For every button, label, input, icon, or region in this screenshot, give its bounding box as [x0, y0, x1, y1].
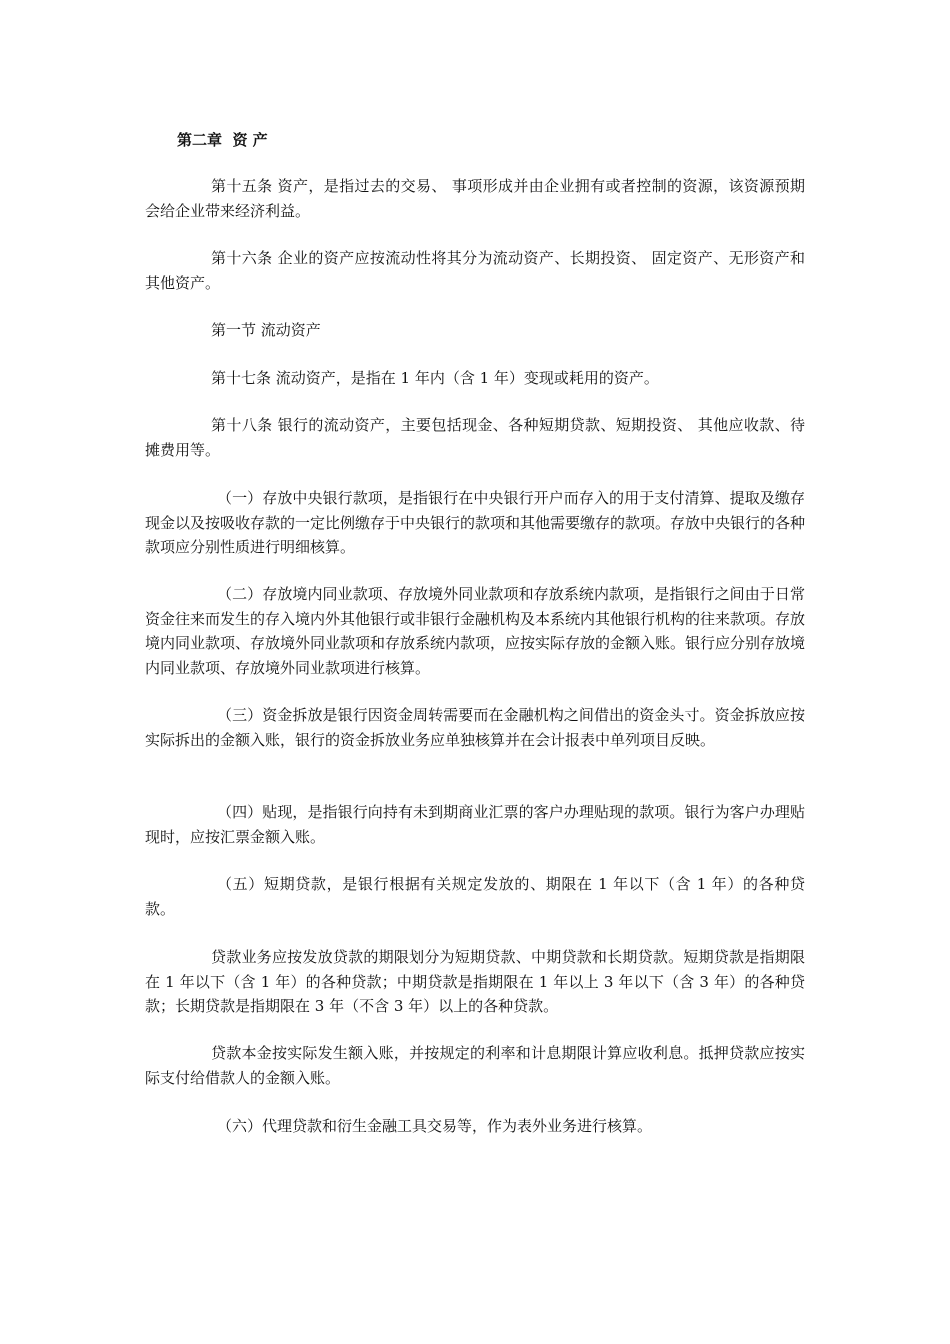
item-6: （六）代理贷款和衍生金融工具交易等，作为表外业务进行核算。: [217, 1117, 653, 1135]
article-15: 第十五条 资产，是指过去的交易、 事项形成并由企业拥有或者控制的资源，该资源预期会给企业带来经济利益。: [145, 177, 805, 220]
loan-classification-paragraph: 贷款业务应按发放贷款的期限划分为短期贷款、中期贷款和长期贷款。短期贷款是指期限在 1 年以下（含 1 年）的各种贷款；中期贷款是指期限在 1 年以上 3 年以下（含 3 年）的各种贷款；长期贷款是指期限在 3 年（不含 3 年）以上的各种贷款。: [145, 948, 805, 1015]
chapter-title: 第二章 资 产: [177, 131, 268, 149]
article-18: 第十八条 银行的流动资产，主要包括现金、各种短期贷款、短期投资、 其他应收款、待摊费用等。: [145, 416, 805, 459]
item-1: （一）存放中央银行款项，是指银行在中央银行开户而存入的用于支付清算、提取及缴存现金以及按吸收存款的一定比例缴存于中央银行的款项和其他需要缴存的款项。存放中央银行的各种款项应分别性质进行明细核算。: [145, 489, 806, 556]
section-title: 第一节 流动资产: [211, 321, 321, 339]
loan-principal-paragraph: 贷款本金按实际发生额入账，并按规定的利率和计息期限计算应收利息。抵押贷款应按实际支付给借款人的金额入账。: [145, 1044, 805, 1087]
article-17: 第十七条 流动资产，是指在 1 年内（含 1 年）变现或耗用的资产。: [211, 369, 659, 387]
item-3: （三）资金拆放是银行因资金周转需要而在金融机构之间借出的资金头寸。资金拆放应按实际拆出的金额入账，银行的资金拆放业务应单独核算并在会计报表中单列项目反映。: [145, 706, 805, 749]
item-2: （二）存放境内同业款项、存放境外同业款项和存放系统内款项，是指银行之间由于日常资金往来而发生的存入境内外其他银行或非银行金融机构及本系统内其他银行机构的往来款项。存放境内同业款项、存放境外同业款项和存放系统内款项，应按实际存放的金额入账。银行应分别存放境内同业款项、存放境外同业款项进行核算。: [145, 585, 806, 677]
item-4: （四）贴现，是指银行向持有未到期商业汇票的客户办理贴现的款项。银行为客户办理贴现时，应按汇票金额入账。: [145, 803, 805, 846]
article-16: 第十六条 企业的资产应按流动性将其分为流动资产、长期投资、 固定资产、无形资产和其他资产。: [145, 249, 805, 292]
item-5: （五）短期贷款，是银行根据有关规定发放的、期限在 1 年以下（含 1 年）的各种贷款。: [145, 875, 805, 918]
